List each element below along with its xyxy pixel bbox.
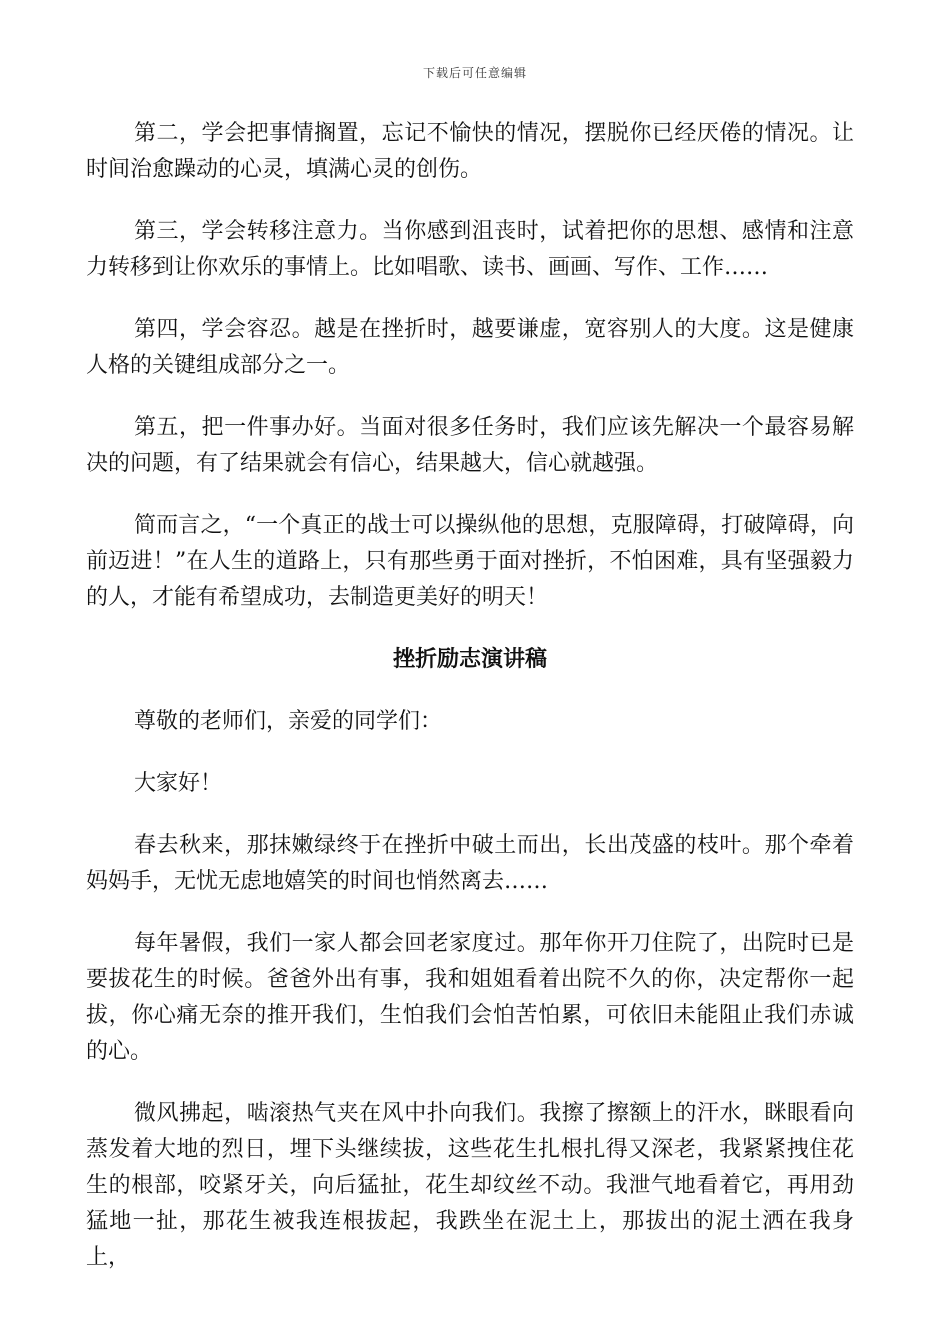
paragraph: 第四，学会容忍。越是在挫折时，越要谦虚，宽容别人的大度。这是健康人格的关键组成部分之一。 (86, 317, 854, 378)
paragraph: 微风拂起，啮滚热气夹在风中扑向我们。我擦了擦额上的汗水，眯眼看向蒸发着大地的烈日，埋下头继续拔，这些花生扎根扎得又深老，我紧紧拽住花生的根部，咬紧牙关，向后猛扯，花生却纹丝不动。我泄气地看着它，再用劲猛地一扯，那花生被我连根拔起，我跌坐在泥土上，那拔出的泥土洒在我身上， (86, 1101, 854, 1270)
paragraph: 第二，学会把事情搁置，忘记不愉快的情况，摆脱你已经厌倦的情况。让时间治愈躁动的心灵，填满心灵的创伤。 (86, 121, 854, 182)
paragraph: 每年暑假，我们一家人都会回老家度过。那年你开刀住院了，出院时已是要拔花生的时候。爸爸外出有事，我和姐姐看着出院不久的你，决定帮你一起拔，你心痛无奈的推开我们，生怕我们会怕苦怕累，可依旧未能阻止我们赤诚的心。 (86, 931, 854, 1064)
document-body (86, 116, 854, 1302)
salutation: 尊敬的老师们，亲爱的同学们： (134, 709, 443, 734)
page-header-note: 下载后可任意编辑 (422, 66, 527, 80)
paragraph: 简而言之，“一个真正的战士可以操纵他的思想，克服障碍，打破障碍，向前迈进！”在人生的道路上，只有那些勇于面对挫折，不怕困难，具有坚强毅力的人，才能有希望成功，去制造更美好的明天！ (86, 513, 854, 610)
section-title: 挫折励志演讲稿 (392, 647, 547, 672)
paragraph: 春去秋来，那抹嫩绿终于在挫折中破土而出，长出茂盛的枝叶。那个牵着妈妈手，无忧无虑地嬉笑的时间也悄然离去…… (86, 833, 854, 894)
paragraph: 第三，学会转移注意力。当你感到沮丧时，试着把你的思想、感情和注意力转移到让你欢乐的事情上。比如唱歌、读书、画画、写作、工作…… (86, 219, 854, 280)
paragraph: 第五，把一件事办好。当面对很多任务时，我们应该先解决一个最容易解决的问题，有了结果就会有信心，结果越大，信心就越强。 (86, 415, 854, 476)
greeting: 大家好！ (134, 771, 223, 796)
